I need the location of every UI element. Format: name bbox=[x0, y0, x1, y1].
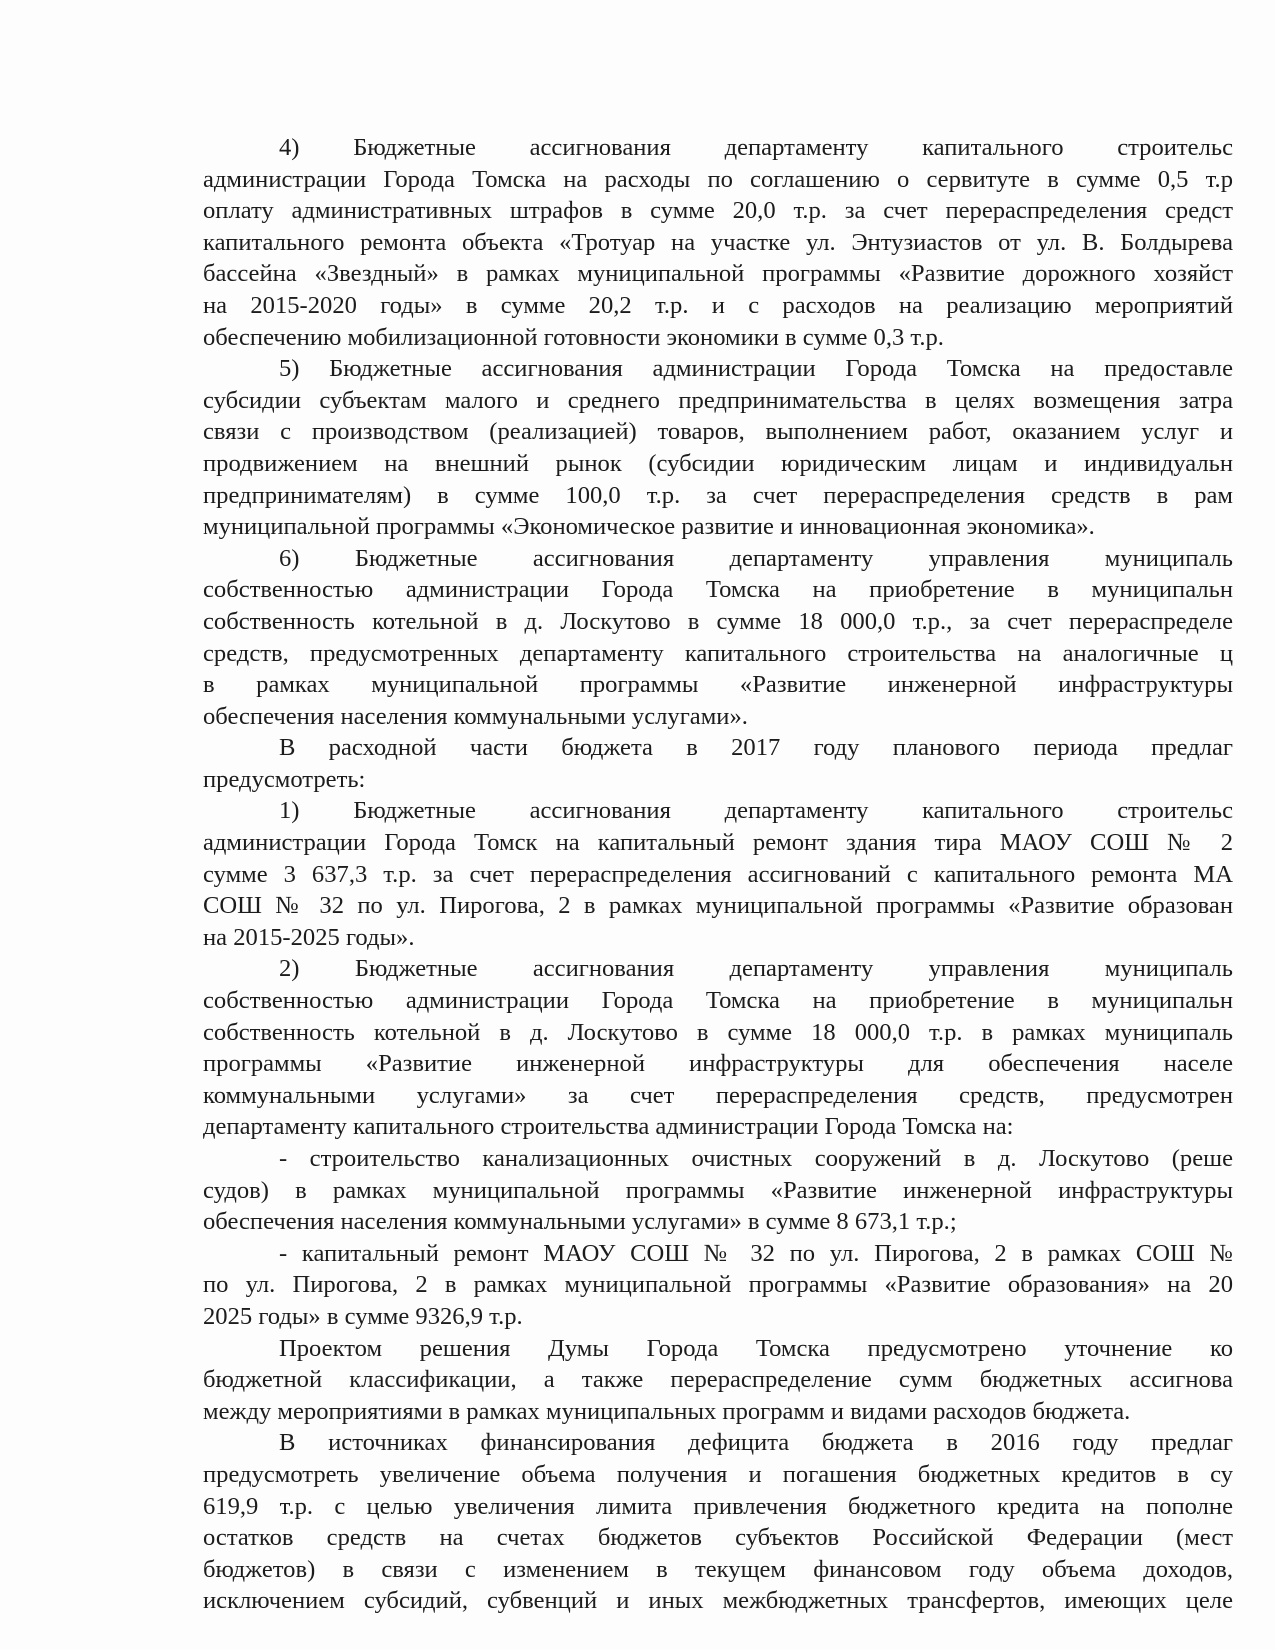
document-line: средств, предусмотренных департаменту капитального строительства на аналогичные ц bbox=[203, 639, 1233, 667]
document-line: собственностью администрации Города Томска на приобретение в муниципальн bbox=[203, 576, 1233, 604]
document-line: предпринимателям) в сумме 100,0 т.р. за счет перераспределения средств в рам bbox=[203, 481, 1233, 509]
document-line: коммунальными услугами» за счет перераспределения средств, предусмотрен bbox=[203, 1081, 1233, 1109]
document-line: собственностью администрации Города Томска на приобретение в муниципальн bbox=[203, 987, 1233, 1015]
document-line: Проектом решения Думы Города Томска предусмотрено уточнение ко bbox=[279, 1334, 1233, 1362]
document-line: на 2015-2025 годы». bbox=[203, 923, 415, 951]
document-line: 5) Бюджетные ассигнования администрации Города Томска на предоставле bbox=[279, 355, 1233, 383]
document-line: по ул. Пирогова, 2 в рамках муниципальной программы «Развитие образования» на 20 bbox=[203, 1271, 1233, 1299]
document-line: обеспечения населения коммунальными услугами» в сумме 8 673,1 т.р.; bbox=[203, 1208, 957, 1236]
document-line: обеспечению мобилизационной готовности экономики в сумме 0,3 т.р. bbox=[203, 323, 944, 351]
document-line: администрации Города Томска на расходы по соглашению о сервитуте в сумме 0,5 т.р bbox=[203, 165, 1233, 193]
document-line: остатков средств на счетах бюджетов субъектов Российской Федерации (мест bbox=[203, 1524, 1233, 1552]
document-line: субсидии субъектам малого и среднего предпринимательства в целях возмещения затра bbox=[203, 386, 1233, 414]
document-line: В источниках финансирования дефицита бюджета в 2016 году предлаг bbox=[279, 1429, 1233, 1457]
document-line: 4) Бюджетные ассигнования департаменту капитального строительс bbox=[279, 134, 1233, 161]
document-line: 2025 годы» в сумме 9326,9 т.р. bbox=[203, 1302, 523, 1330]
document-line: - капитальный ремонт МАОУ СОШ № 32 по ул. Пирогова, 2 в рамках СОШ № bbox=[279, 1239, 1233, 1267]
document-line: продвижением на внешний рынок (субсидии юридическим лицам и индивидуальн bbox=[203, 449, 1233, 477]
document-line: предусмотреть: bbox=[203, 765, 366, 793]
document-line: собственность котельной в д. Лоскутово в сумме 18 000,0 т.р. в рамках муниципаль bbox=[203, 1018, 1233, 1046]
document-line: 2) Бюджетные ассигнования департаменту управления муниципаль bbox=[279, 955, 1233, 983]
document-line: на 2015-2020 годы» в сумме 20,2 т.р. и с расходов на реализацию мероприятий bbox=[203, 291, 1233, 319]
document-line: предусмотреть увеличение объема получения и погашения бюджетных кредитов в су bbox=[203, 1460, 1233, 1488]
document-line: 1) Бюджетные ассигнования департаменту капитального строительс bbox=[279, 797, 1233, 825]
document-line: - строительство канализационных очистных сооружений в д. Лоскутово (реше bbox=[279, 1145, 1233, 1172]
document-line: обеспечения населения коммунальными услугами». bbox=[203, 702, 748, 730]
document-line: администрации Города Томск на капитальный ремонт здания тира МАОУ СОШ № 2 bbox=[203, 829, 1233, 857]
document-line: бюджетной классификации, а также перераспределение сумм бюджетных ассигнова bbox=[203, 1366, 1233, 1394]
document-line: сумме 3 637,3 т.р. за счет перераспределения ассигнований с капитального ремонта МА bbox=[203, 860, 1233, 888]
document-line: связи с производством (реализацией) товаров, выполнением работ, оказанием услуг и bbox=[203, 418, 1233, 446]
document-line: в рамках муниципальной программы «Развитие инженерной инфраструктуры bbox=[203, 671, 1233, 699]
document-line: оплату административных штрафов в сумме 20,0 т.р. за счет перераспределения средст bbox=[203, 197, 1233, 225]
document-line: между мероприятиями в рамках муниципальных программ и видами расходов бюджета. bbox=[203, 1397, 1131, 1425]
document-line: В расходной части бюджета в 2017 году планового периода предлаг bbox=[279, 734, 1233, 762]
document-line: СОШ № 32 по ул. Пирогова, 2 в рамках муниципальной программы «Развитие образован bbox=[203, 892, 1233, 920]
document-line: программы «Развитие инженерной инфраструктуры для обеспечения населе bbox=[203, 1050, 1233, 1078]
document-line: 619,9 т.р. с целью увеличения лимита привлечения бюджетного кредита на пополне bbox=[203, 1492, 1233, 1520]
document-line: департаменту капитального строительства администрации Города Томска на: bbox=[203, 1113, 1014, 1141]
document-line: муниципальной программы «Экономическое развитие и инновационная экономика». bbox=[203, 513, 1095, 541]
document-body bbox=[203, 132, 1233, 1617]
document-line: бюджетов) в связи с изменением в текущем финансовом году объема доходов, bbox=[203, 1555, 1233, 1583]
document-line: бассейна «Звездный» в рамках муниципальной программы «Развитие дорожного хозяйст bbox=[203, 260, 1233, 288]
document-line: 6) Бюджетные ассигнования департаменту управления муниципаль bbox=[279, 544, 1233, 572]
document-line: исключением субсидий, субвенций и иных межбюджетных трансфертов, имеющих целе bbox=[203, 1587, 1233, 1615]
document-line: судов) в рамках муниципальной программы «Развитие инженерной инфраструктуры bbox=[203, 1176, 1233, 1204]
document-line: капитального ремонта объекта «Тротуар на участке ул. Энтузиастов от ул. В. Болдырева bbox=[203, 228, 1233, 256]
document-line: собственность котельной в д. Лоскутово в сумме 18 000,0 т.р., за счет перераспределе bbox=[203, 607, 1233, 635]
